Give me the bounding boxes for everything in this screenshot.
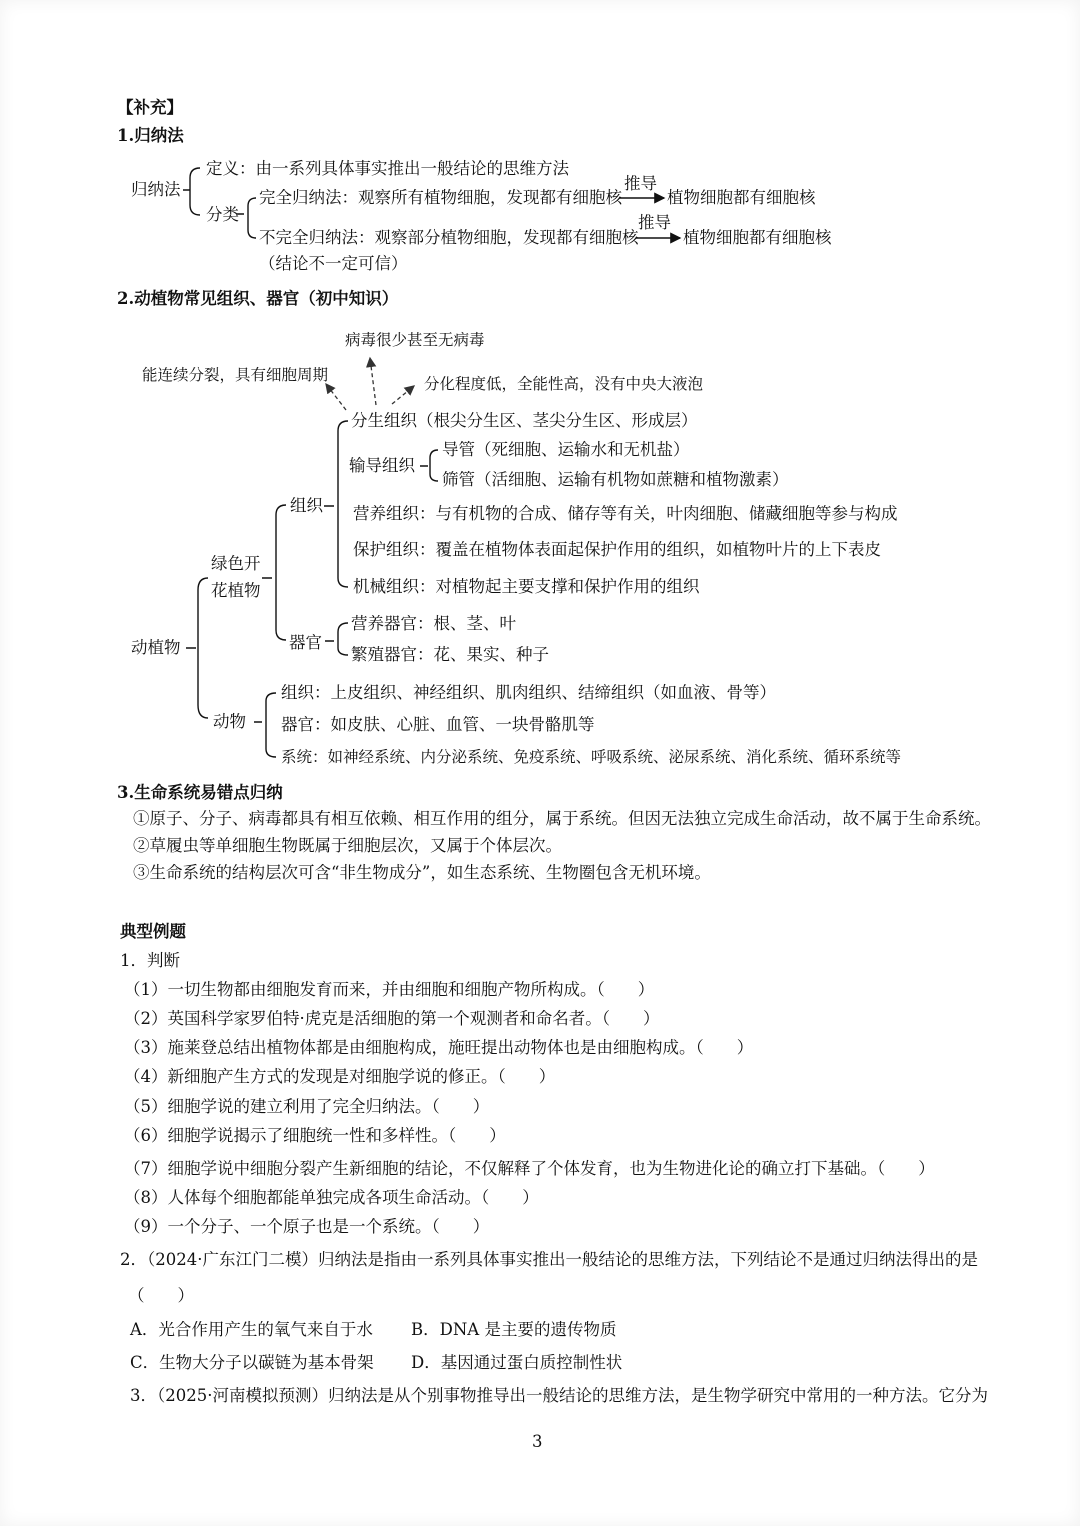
q2-option-a: A．光合作用产生的氧气来自于水 (130, 1320, 373, 1339)
judge-item-6: （6）细胞学说揭示了细胞统一性和多样性。（ ） (124, 1126, 506, 1145)
plant-organ-label: 器官 (289, 633, 322, 652)
note-division: 能连续分裂，具有细胞周期 (142, 366, 329, 384)
conclusion-incomplete: 植物细胞都有细胞核 (683, 228, 832, 247)
protective-tissue: 保护组织：覆盖在植物体表面起保护作用的组织，如植物叶片的上下表皮 (353, 540, 881, 559)
q3-stem: 3．（2025·河南模拟预测）归纳法是从个别事物推导出一般结论的思维方法，是生物学研究中常用的一种方法。它分为 (130, 1386, 988, 1405)
animal-bracket (254, 693, 276, 757)
plant-label-line1: 绿色开 (211, 554, 261, 573)
q2-stem: 2．（2024·广东江门二模）归纳法是指由一系列具体事实推出一般结论的思维方法，下列结论不是通过归纳法得出的是 (120, 1250, 978, 1269)
meristem-tissue: 分生组织（根尖分生区、茎尖分生区、形成层） (351, 411, 698, 430)
induction-classify-label: 分类 (206, 205, 239, 224)
judge-item-2: （2）英国科学家罗伯特·虎克是活细胞的第一个观测者和命名者。（ ） (124, 1009, 660, 1028)
root-label-animals-plants: 动植物 (131, 638, 181, 657)
page-number: 3 (532, 1432, 543, 1451)
plant-label-line2: 花植物 (211, 581, 261, 600)
judge-item-3: （3）施莱登总结出植物体都是由细胞构成，施旺提出动物体也是由细胞构成。（ ） (124, 1038, 754, 1057)
dashed-arrow-division (326, 384, 346, 410)
vessel: 导管（死细胞、运输水和无机盐） (442, 440, 690, 459)
q2-option-b: B．DNA 是主要的遗传物质 (411, 1320, 617, 1339)
section3-title: 3.生命系统易错点归纳 (117, 783, 283, 802)
animal-label: 动物 (213, 712, 246, 731)
note-differentiation: 分化程度低，全能性高，没有中央大液泡 (424, 375, 704, 393)
section3-item-3: ③生命系统的结构层次可含“非生物成分”，如生态系统、生物圈包含无机环境。 (133, 863, 711, 882)
animal-organ: 器官：如皮肤、心脏、血管、一块骨骼肌等 (281, 715, 595, 734)
arrow-label-complete: 推导 (624, 174, 657, 193)
tissue-bracket (324, 421, 348, 587)
note-virus: 病毒很少甚至无病毒 (345, 331, 485, 349)
supplement-heading: 【补充】 (117, 98, 183, 117)
induction-definition: 定义：由一系列具体事实推出一般结论的思维方法 (206, 159, 569, 178)
judge-item-9: （9）一个分子、一个原子也是一个系统。（ ） (124, 1217, 490, 1236)
conclusion-complete: 植物细胞都有细胞核 (667, 188, 816, 207)
root-bracket (186, 578, 208, 718)
section2-title: 2.动植物常见组织、器官（初中知识） (117, 289, 399, 308)
plant-tissue-label: 组织 (290, 496, 323, 515)
dashed-arrow-virus (370, 358, 376, 405)
reproductive-organ: 繁殖器官：花、果实、种子 (351, 645, 549, 664)
q1-title: 1．判断 (120, 951, 180, 970)
judge-item-7: （7）细胞学说中细胞分裂产生新细胞的结论，不仅解释了个体发育，也为生物进化论的确立打下基础。（ ） (124, 1159, 935, 1178)
induction-bracket (183, 168, 200, 215)
complete-induction: 完全归纳法：观察所有植物细胞，发现都有细胞核 (259, 188, 622, 207)
classify-bracket (236, 198, 256, 238)
organ-bracket (325, 623, 348, 655)
section3-item-1: ①原子、分子、病毒都具有相互依赖、相互作用的组分，属于系统。但因无法独立完成生命活动，故不属于生命系统。 (133, 809, 991, 828)
incomplete-induction: 不完全归纳法：观察部分植物细胞，发现都有细胞核 (259, 228, 639, 247)
judge-item-1: （1）一切生物都由细胞发育而来，并由细胞和细胞产物所构成。（ ） (124, 980, 655, 999)
judge-item-5: （5）细胞学说的建立利用了完全归纳法。（ ） (124, 1097, 490, 1116)
arrow-label-incomplete: 推导 (638, 213, 671, 232)
nutrient-tissue: 营养组织：与有机物的合成、储存等有关，叶肉细胞、储藏细胞等参与构成 (353, 504, 898, 523)
animal-system: 系统：如神经系统、内分泌系统、免疫系统、呼吸系统、泌尿系统、消化系统、循环系统等 (281, 748, 902, 766)
section1-title: 1.归纳法 (117, 126, 184, 145)
section3-item-2: ②草履虫等单细胞生物既属于细胞层次，又属于个体层次。 (133, 836, 562, 855)
q2-option-c: C．生物大分子以碳链为基本骨架 (130, 1353, 374, 1372)
vegetative-organ: 营养器官：根、茎、叶 (351, 614, 516, 633)
q2-blank: （ ） (128, 1286, 194, 1305)
sieve-tube: 筛管（活细胞、运输有机物如蔗糖和植物激素） (442, 470, 789, 489)
judge-item-4: （4）新细胞产生方式的发现是对细胞学说的修正。（ ） (124, 1067, 556, 1086)
plant-bracket (262, 505, 286, 640)
mechanical-tissue: 机械组织：对植物起主要支撑和保护作用的组织 (353, 577, 700, 596)
induction-root-label: 归纳法 (131, 180, 181, 199)
judge-item-8: （8）人体每个细胞都能单独完成各项生命活动。（ ） (124, 1188, 539, 1207)
q2-option-d: D．基因通过蛋白质控制性状 (411, 1353, 623, 1372)
examples-heading: 典型例题 (120, 922, 186, 941)
dashed-arrow-differentiation (392, 386, 414, 404)
conduct-bracket (420, 450, 438, 481)
conducting-tissue: 输导组织 (349, 456, 415, 475)
animal-tissue: 组织：上皮组织、神经组织、肌肉组织、结缔组织（如血液、骨等） (281, 683, 776, 702)
conclusion-note: （结论不一定可信） (259, 254, 408, 273)
